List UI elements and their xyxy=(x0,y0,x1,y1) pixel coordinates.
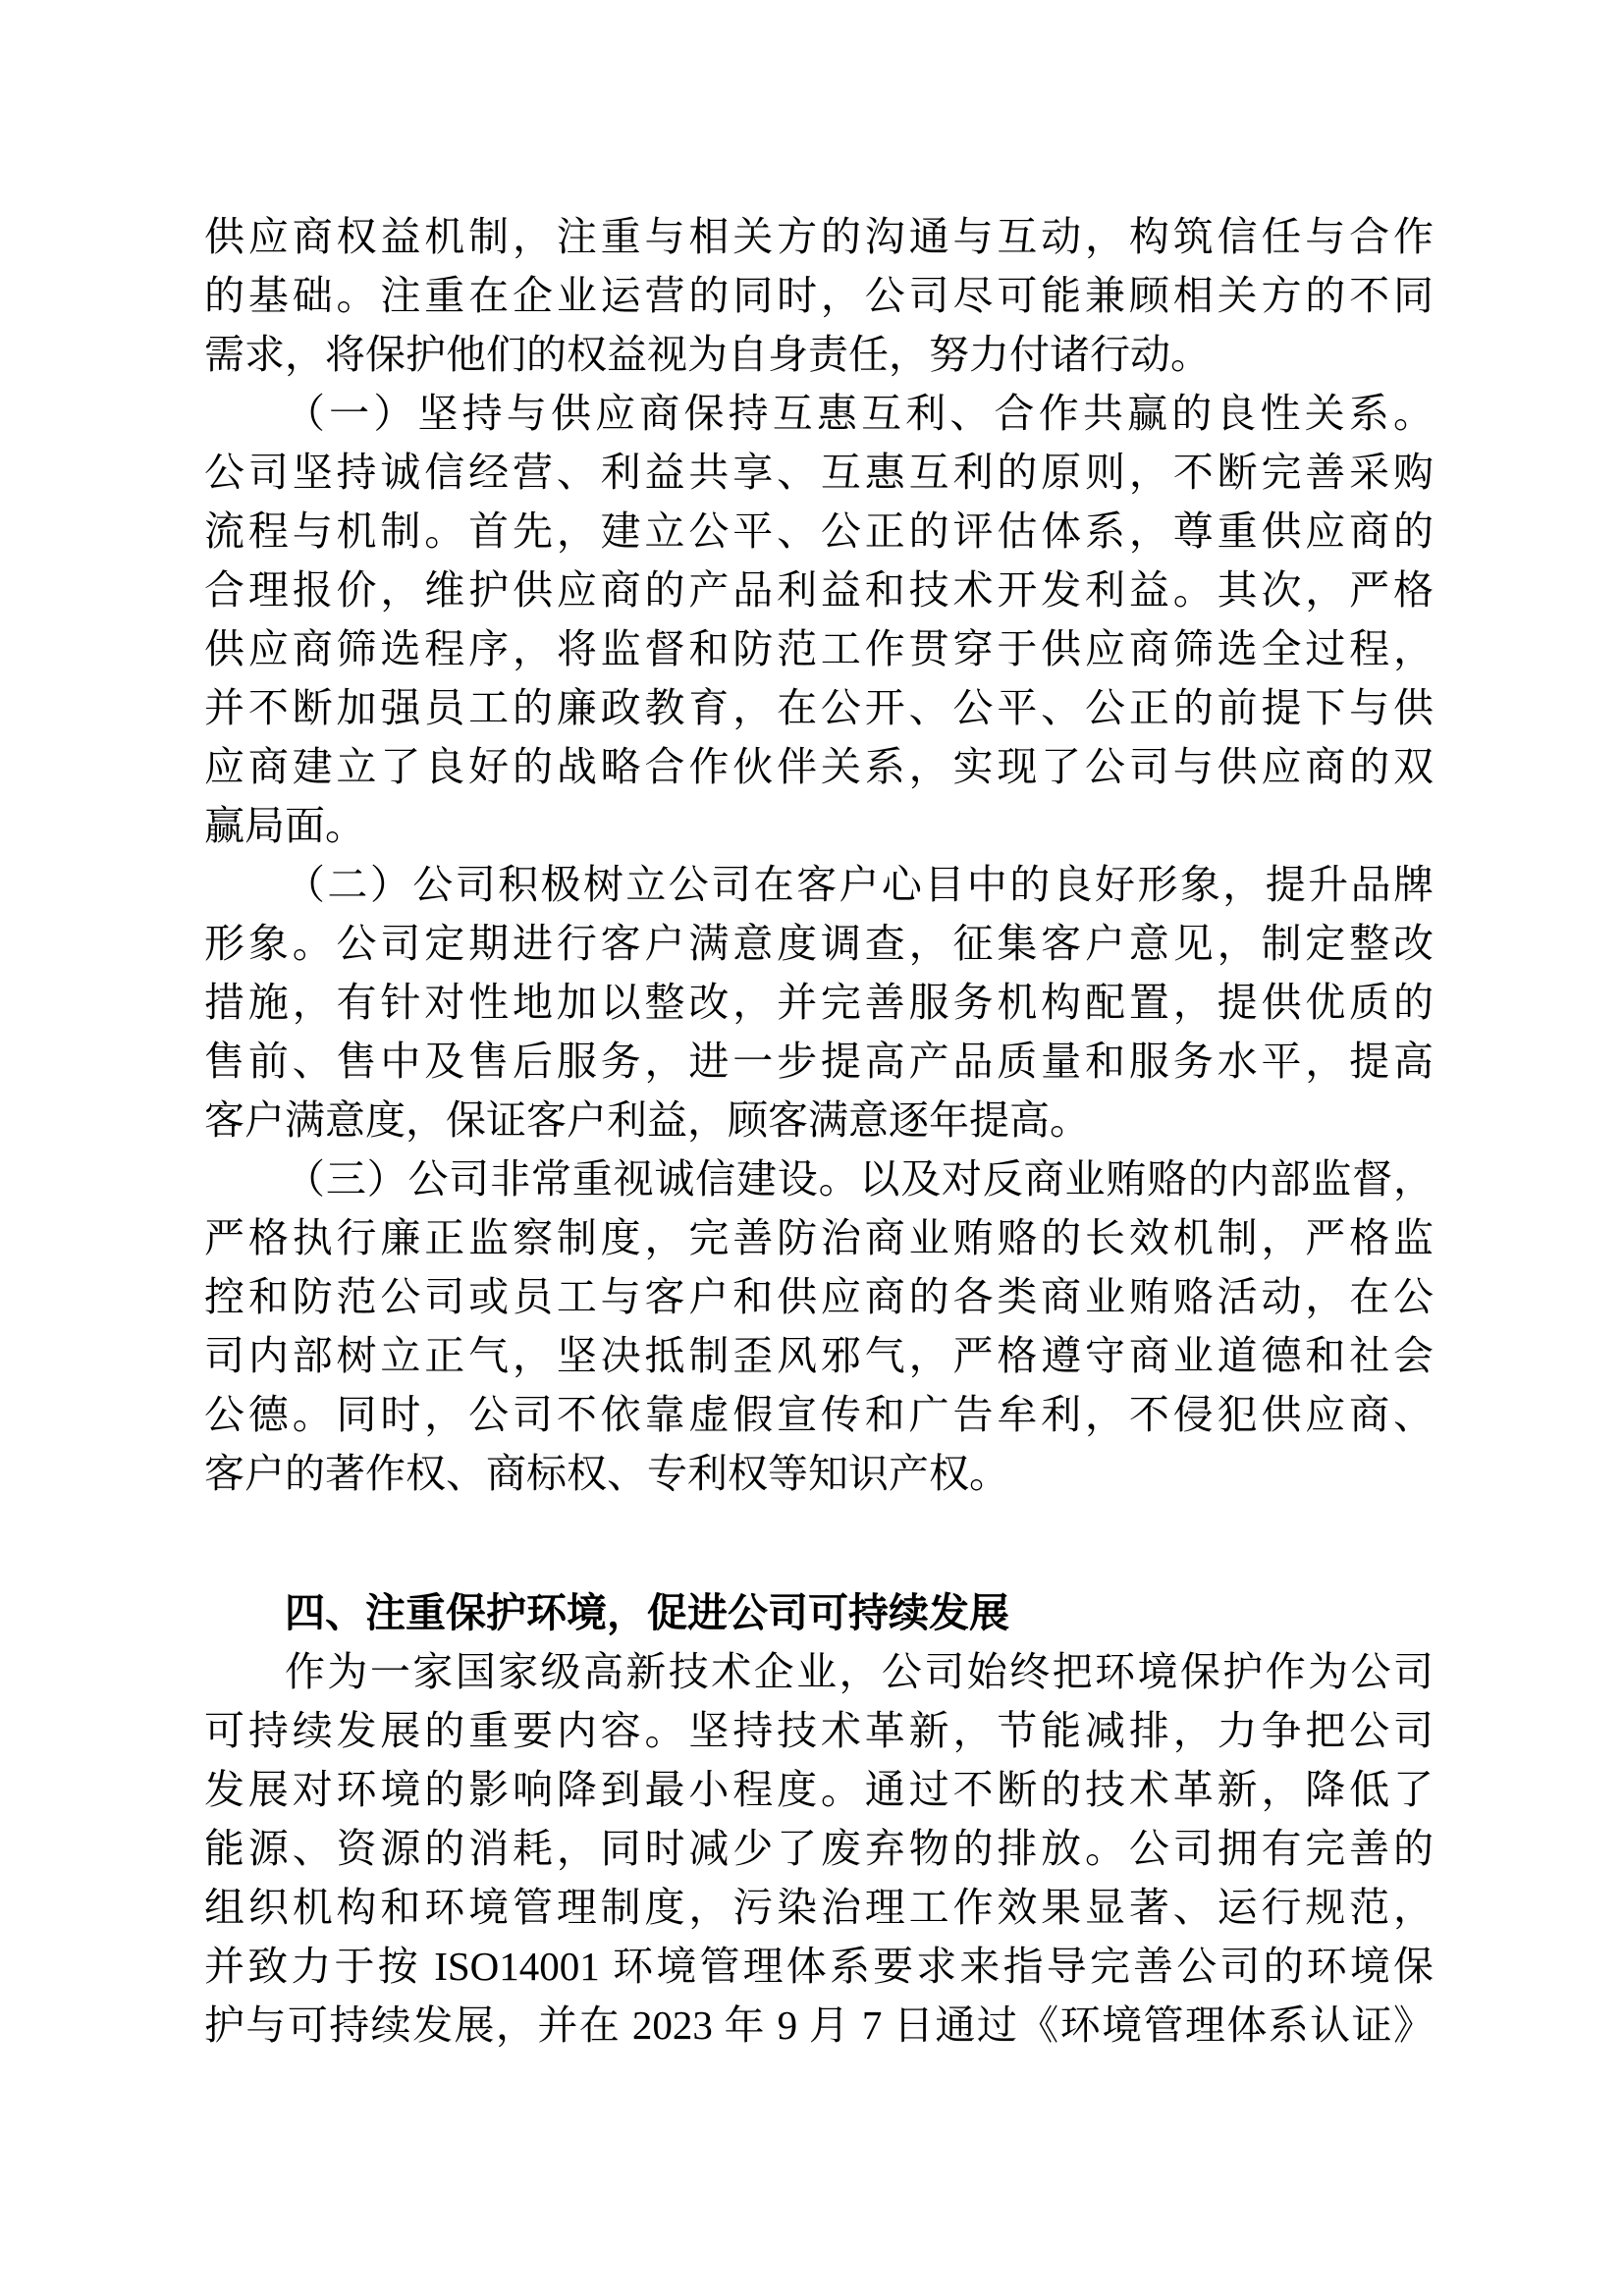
text-column xyxy=(204,207,1434,2055)
paragraph-section-4 xyxy=(204,1642,1434,2055)
text-line: 作为一家国家级高新技术企业，公司始终把环境保护作为公司 xyxy=(285,1649,1434,1694)
text-line: 控和防范公司或员工与客户和供应商的各类商业贿赂活动，在公 xyxy=(204,1274,1434,1319)
text-line: 能源、资源的消耗，同时减少了废弃物的排放。公司拥有完善的 xyxy=(204,1826,1434,1871)
text-line: 客户的著作权、商标权、专利权等知识产权。 xyxy=(204,1451,1009,1496)
text-line: 公德。同时，公司不依靠虚假宣传和广告牟利，不侵犯供应商、 xyxy=(204,1392,1434,1437)
paragraph-item-1 xyxy=(204,384,1434,855)
text-line: 并不断加强员工的廉政教育，在公开、公平、公正的前提下与供 xyxy=(204,685,1434,730)
text-line: 组织机构和环境管理制度，污染治理工作效果显著、运行规范， xyxy=(204,1885,1434,1930)
paragraph-item-3 xyxy=(204,1149,1434,1503)
text-line: 流程与机制。首先，建立公平、公正的评估体系，尊重供应商的 xyxy=(204,508,1434,554)
text-line: 措施，有针对性地加以整改，并完善服务机构配置，提供优质的 xyxy=(204,980,1434,1025)
text-line: 公司坚持诚信经营、利益共享、互惠互利的原则，不断完善采购 xyxy=(204,450,1434,495)
text-line: 发展对环境的影响降到最小程度。通过不断的技术革新，降低了 xyxy=(204,1767,1434,1812)
text-line: （一）坚持与供应商保持互惠互利、合作共赢的良性关系。 xyxy=(285,391,1434,436)
text-line: （二）公司积极树立公司在客户心目中的良好形象，提升品牌 xyxy=(285,862,1434,907)
section-heading: 四、注重保护环境，促进公司可持续发展 xyxy=(285,1590,1009,1635)
text-line: 形象。公司定期进行客户满意度调查，征集客户意见，制定整改 xyxy=(204,921,1434,966)
text-line: 的基础。注重在企业运营的同时，公司尽可能兼顾相关方的不同 xyxy=(204,273,1434,318)
text-line: 需求，将保护他们的权益视为自身责任，努力付诸行动。 xyxy=(204,332,1211,377)
text-line: 严格执行廉正监察制度，完善防治商业贿赂的长效机制，严格监 xyxy=(204,1215,1434,1260)
paragraph-continuation xyxy=(204,207,1434,384)
text-line: 售前、售中及售后服务，进一步提高产品质量和服务水平，提高 xyxy=(204,1039,1434,1084)
paragraph-item-2 xyxy=(204,855,1434,1149)
text-line: 合理报价，维护供应商的产品利益和技术开发利益。其次，严格 xyxy=(204,567,1434,613)
text-line: 护与可持续发展，并在 2023 年 9 月 7 日通过《环境管理体系认证》 xyxy=(204,2002,1434,2048)
text-line: 赢局面。 xyxy=(204,803,365,848)
text-line: 供应商筛选程序，将监督和防范工作贯穿于供应商筛选全过程， xyxy=(204,626,1434,671)
text-line: 应商建立了良好的战略合作伙伴关系，实现了公司与供应商的双 xyxy=(204,744,1434,789)
text-line: 司内部树立正气，坚决抵制歪风邪气，严格遵守商业道德和社会 xyxy=(204,1333,1434,1378)
text-line: 可持续发展的重要内容。坚持技术革新，节能减排，力争把公司 xyxy=(204,1708,1434,1753)
text-line: （三）公司非常重视诚信建设。以及对反商业贿赂的内部监督， xyxy=(285,1156,1434,1201)
text-line: 供应商权益机制，注重与相关方的沟通与互动，构筑信任与合作 xyxy=(204,214,1434,259)
text-line: 客户满意度，保证客户利益，顾客满意逐年提高。 xyxy=(204,1097,1090,1143)
text-line: 并致力于按 ISO14001 环境管理体系要求来指导完善公司的环境保 xyxy=(204,1944,1434,1989)
